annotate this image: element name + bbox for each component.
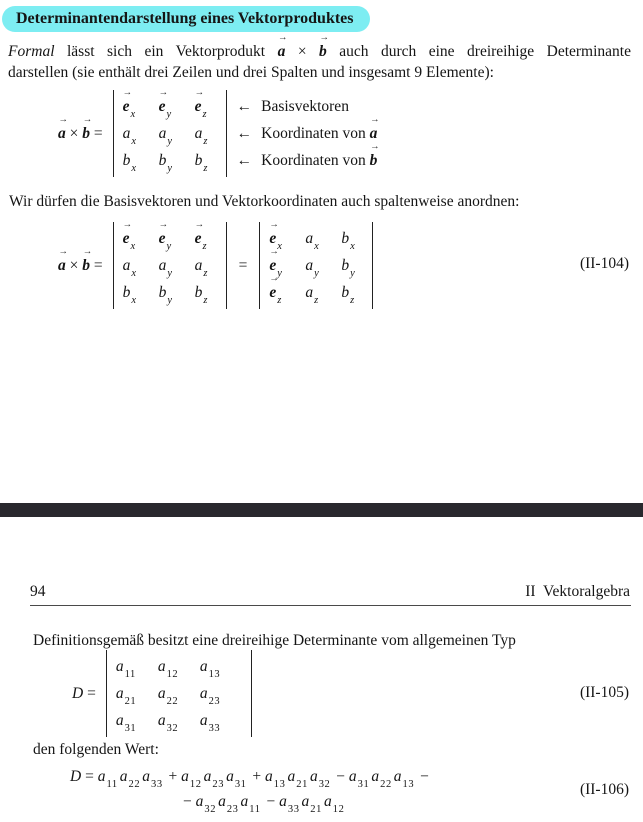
math-text: Koordinaten von	[261, 151, 370, 169]
vector-arrow-icon: →	[82, 246, 93, 257]
math-variable: a	[115, 711, 124, 729]
vector-symbol: a →	[58, 246, 68, 274]
matrix-cell	[122, 124, 159, 147]
math-variable: b	[122, 151, 131, 169]
matrix-cell	[194, 124, 217, 147]
subscript: 23	[208, 695, 221, 707]
math-variable: b	[122, 283, 131, 301]
matrix-cell	[115, 657, 158, 680]
vector-arrow-icon: →	[122, 87, 133, 98]
matrix-cell	[305, 229, 341, 252]
subscript: 21	[310, 804, 322, 816]
matrix-cell	[341, 256, 363, 279]
matrix-cell	[115, 684, 158, 707]
matrix-cell	[157, 684, 200, 707]
subscript: y	[277, 267, 282, 279]
math-variable: a	[348, 768, 357, 785]
vector-symbol: e →	[122, 87, 133, 115]
subscript: 12	[332, 804, 345, 816]
eq-basis-lhs	[58, 114, 103, 144]
math-variable: a	[158, 256, 167, 274]
math-variable: a	[309, 768, 318, 785]
matrix-cell	[115, 711, 158, 734]
subscript: 13	[208, 668, 221, 680]
matrix-cell	[122, 151, 159, 174]
header-rule	[30, 605, 631, 606]
math-variable: a	[305, 256, 314, 274]
matrix-row	[123, 279, 217, 306]
equation-106-line-1	[70, 767, 429, 791]
math-variable: a	[199, 684, 208, 702]
equation-106-line-2	[183, 792, 346, 816]
math-variable: b	[158, 283, 167, 301]
section-title: Determinantendarstellung eines Vektorproduktes	[16, 10, 354, 27]
vector-symbol: e →	[122, 219, 133, 247]
subscript: x	[130, 108, 136, 120]
chapter-header: II Vektoralgebra	[525, 583, 630, 600]
equation-basis-vectors	[58, 87, 380, 177]
section-title-highlight	[2, 6, 370, 32]
subscript: z	[203, 135, 208, 147]
math-variable: a	[226, 768, 234, 785]
matrix-cell	[194, 256, 217, 279]
math-variable: a	[371, 768, 380, 785]
matrix-cell	[305, 283, 341, 306]
vector-symbol: b →	[82, 114, 93, 142]
vector-arrow-icon: →	[58, 114, 68, 125]
math-text: Basisvektoren	[261, 97, 349, 115]
subscript: y	[314, 267, 319, 279]
equation-label-105: (II-105)	[579, 684, 629, 701]
annotation-row-basisvektoren	[237, 93, 378, 120]
math-variable: a	[287, 768, 296, 785]
annotation-row-koordinaten-a	[236, 114, 380, 147]
subscript: 22	[128, 779, 141, 791]
math-variable: a	[240, 793, 249, 810]
subscript: x	[350, 240, 355, 252]
matrix-row	[116, 653, 242, 680]
matrix-cell	[122, 256, 159, 279]
matrix-cell	[122, 87, 159, 120]
matrix-row	[269, 273, 363, 306]
left-arrow-icon: ←	[236, 151, 253, 169]
subscript: 13	[402, 779, 415, 791]
math-variable: a	[265, 768, 273, 785]
intro-paragraph	[8, 33, 631, 85]
vector-arrow-icon: →	[269, 246, 279, 257]
math-variable: a	[181, 768, 189, 785]
subscript: z	[203, 267, 208, 279]
math-text: ×	[65, 124, 83, 142]
subscript: 33	[150, 779, 163, 791]
subscript: 13	[273, 779, 286, 791]
subscript: 33	[287, 804, 300, 816]
annotation-koordinaten-a	[261, 114, 380, 144]
matrix-cell	[157, 711, 200, 734]
vector-symbol: e →	[269, 273, 279, 301]
math-variable: a	[115, 657, 124, 675]
math-variable: b	[194, 283, 203, 301]
math-variable: a	[142, 768, 150, 785]
math-variable: b	[158, 151, 167, 169]
subscript: y	[167, 162, 173, 174]
math-variable: a	[194, 124, 203, 142]
subscript: x	[131, 135, 137, 147]
math-variable: a	[157, 684, 166, 702]
math-text: +	[248, 768, 266, 785]
definition-text: Definitionsgemäß besitzt eine dreireihige Determinante vom allgemeinen Typ	[33, 632, 516, 649]
vector-arrow-icon: →	[158, 219, 169, 230]
subscript: z	[203, 162, 208, 174]
subscript: 23	[226, 804, 239, 816]
matrix-cell	[305, 256, 341, 279]
math-variable: a	[301, 793, 310, 810]
matrix-cell	[158, 151, 195, 174]
vector-arrow-icon: →	[194, 219, 205, 230]
math-variable: a	[119, 768, 128, 785]
subscript: z	[202, 240, 207, 252]
spaltenweise-text: Wir dürfen die Basisvektoren und Vektorkoordinaten auch spaltenweise anordnen:	[9, 193, 520, 210]
vector-symbol: b →	[319, 33, 329, 60]
subscript: y	[167, 135, 173, 147]
matrix-cell	[269, 273, 305, 306]
annotation-basisvektoren	[261, 97, 349, 117]
equation-104	[58, 219, 373, 309]
math-variable: a	[218, 793, 226, 810]
matrix-cell	[341, 283, 363, 306]
annotation-koordinaten-b	[261, 141, 380, 171]
subscript: 11	[106, 779, 118, 791]
math-text: ×	[285, 43, 320, 60]
matrix-cell	[269, 219, 305, 252]
matrix-row	[269, 219, 363, 252]
wert-text: den folgenden Wert:	[33, 741, 159, 758]
determinant-rowwise-104	[113, 219, 227, 309]
math-variable: a	[157, 657, 166, 675]
matrix-cell	[194, 151, 217, 174]
math-text: auch durch eine dreireihige Determinante	[326, 43, 631, 60]
subscript: 11	[249, 804, 261, 816]
subscript: y	[167, 294, 173, 306]
subscript: x	[131, 294, 137, 306]
italic-text: Formal	[8, 43, 55, 60]
subscript: z	[202, 108, 207, 120]
vector-symbol: b →	[369, 141, 380, 169]
subscript: 33	[208, 722, 221, 734]
subscript: 21	[124, 695, 137, 707]
subscript: x	[131, 267, 137, 279]
vector-symbol: e →	[269, 246, 279, 274]
subscript: 31	[234, 779, 247, 791]
vector-arrow-icon: →	[370, 114, 380, 125]
matrix-cell	[158, 283, 195, 306]
math-text: =	[90, 124, 103, 142]
matrix-cell	[199, 657, 242, 680]
matrix-row	[116, 680, 242, 707]
subscript: x	[131, 162, 137, 174]
matrix-cell	[341, 229, 363, 252]
matrix-row	[123, 147, 217, 174]
math-text: Koordinaten von	[261, 124, 370, 142]
matrix-row	[122, 219, 217, 252]
subscript: 31	[357, 779, 370, 791]
matrix-cell	[122, 219, 159, 252]
math-variable: a	[97, 768, 106, 785]
vector-arrow-icon: →	[158, 87, 169, 98]
determinant-general	[106, 650, 252, 737]
matrix-cell	[194, 283, 217, 306]
math-variable: a	[157, 711, 166, 729]
vector-symbol: b →	[82, 246, 93, 274]
vector-symbol: a →	[277, 33, 288, 60]
vector-arrow-icon: →	[58, 246, 68, 257]
annotation-row-koordinaten-b	[236, 141, 380, 174]
math-text: =	[83, 684, 96, 702]
subscript: 12	[166, 668, 179, 680]
equation-105	[72, 650, 252, 737]
math-variable: a	[324, 793, 332, 810]
determinant-rowwise	[113, 87, 227, 177]
math-variable: a	[203, 768, 212, 785]
matrix-row	[123, 252, 217, 279]
matrix-cell	[158, 219, 195, 252]
subscript: 32	[204, 804, 217, 816]
math-variable: a	[115, 684, 124, 702]
subscript: 31	[124, 722, 137, 734]
matrix-cell	[199, 684, 242, 707]
math-variable: D	[70, 768, 82, 785]
math-variable: a	[305, 229, 314, 247]
math-variable: a	[279, 793, 287, 810]
math-variable: a	[195, 793, 204, 810]
subscript: z	[314, 294, 319, 306]
eq105-lhs	[72, 684, 96, 704]
matrix-cell	[158, 124, 195, 147]
math-variable: a	[199, 711, 208, 729]
matrix-cell	[122, 283, 159, 306]
vector-symbol: e →	[158, 219, 169, 247]
subscript: y	[167, 267, 173, 279]
vector-symbol: a →	[58, 114, 68, 142]
subscript: z	[350, 294, 355, 306]
equals-sign: =	[238, 256, 248, 274]
matrix-row	[116, 707, 242, 734]
matrix-row	[123, 120, 217, 147]
subscript: 11	[124, 668, 136, 680]
math-variable: a	[122, 256, 131, 274]
equation-label-104: (II-104)	[579, 255, 629, 272]
intro-line-2: darstellen (sie enthält drei Zeilen und drei Spalten und insgesamt 9 Elemente):	[8, 64, 494, 81]
vector-arrow-icon: →	[194, 87, 205, 98]
subscript: 21	[296, 779, 308, 791]
matrix-row	[269, 246, 363, 279]
subscript: z	[277, 294, 282, 306]
math-text: =	[90, 256, 103, 274]
math-variable: a	[122, 124, 131, 142]
subscript: 23	[212, 779, 225, 791]
math-variable: b	[341, 229, 350, 247]
math-text: =	[81, 768, 98, 785]
math-variable: a	[158, 124, 167, 142]
vector-symbol: e →	[158, 87, 169, 115]
determinant-columnwise-104	[259, 219, 373, 309]
math-variable: D	[72, 684, 84, 702]
vector-arrow-icon: →	[122, 219, 133, 230]
subscript: 32	[318, 779, 331, 791]
matrix-cell	[157, 657, 200, 680]
math-text: −	[183, 793, 196, 810]
vector-arrow-icon: →	[269, 219, 279, 230]
subscript: y	[166, 108, 172, 120]
matrix-row	[122, 87, 217, 120]
matrix-cell	[269, 246, 305, 279]
subscript: 12	[189, 779, 202, 791]
math-text: −	[416, 768, 429, 785]
math-variable: a	[393, 768, 402, 785]
math-variable: b	[341, 256, 350, 274]
intro-line-1	[8, 33, 631, 62]
page-number: 94	[30, 583, 46, 600]
vector-arrow-icon: →	[278, 33, 288, 43]
math-text: +	[164, 768, 182, 785]
math-text: ×	[65, 256, 83, 274]
subscript: y	[166, 240, 172, 252]
math-variable: b	[194, 151, 203, 169]
subscript: x	[130, 240, 136, 252]
vector-symbol: a →	[369, 114, 380, 142]
equation-label-106: (II-106)	[579, 781, 629, 798]
subscript: 22	[166, 695, 179, 707]
math-variable: a	[199, 657, 208, 675]
math-variable: a	[305, 283, 314, 301]
page-divider-bar	[0, 503, 643, 517]
vector-arrow-icon: →	[82, 114, 93, 125]
subscript: x	[277, 240, 282, 252]
matrix-cell	[199, 711, 242, 734]
math-text: lässt sich ein Vektorprodukt	[54, 43, 278, 60]
math-variable: b	[341, 283, 350, 301]
vector-arrow-icon: →	[319, 33, 329, 43]
matrix-cell	[194, 87, 217, 120]
subscript: 22	[380, 779, 392, 791]
subscript: z	[203, 294, 208, 306]
vector-symbol: e →	[269, 219, 279, 247]
subscript: y	[350, 267, 355, 279]
matrix-cell	[158, 256, 195, 279]
left-arrow-icon: ←	[236, 97, 253, 115]
subscript: 32	[166, 722, 179, 734]
vector-symbol: e →	[194, 219, 205, 247]
math-text: −	[332, 768, 349, 785]
vector-arrow-icon: →	[370, 141, 380, 152]
matrix-cell	[158, 87, 195, 120]
math-variable: a	[194, 256, 203, 274]
eq104-lhs	[58, 246, 103, 276]
vector-arrow-icon: →	[269, 273, 279, 284]
math-text: −	[262, 793, 280, 810]
vector-symbol: e →	[194, 87, 205, 115]
row-annotations	[237, 90, 378, 177]
matrix-cell	[194, 219, 217, 252]
subscript: x	[314, 240, 319, 252]
left-arrow-icon: ←	[236, 124, 253, 142]
